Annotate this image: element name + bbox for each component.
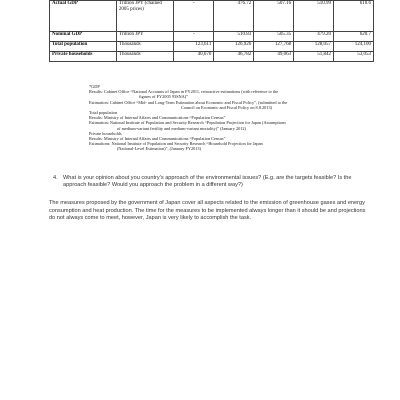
note-line: Council on Economic and Fiscal Policy on 8.8.2013) bbox=[180, 104, 273, 110]
question-4 bbox=[53, 175, 368, 190]
note-line: Results: Cabinet Office “National Accounts of Japan in FY2011, retroactive estimations (with reference to the bbox=[89, 89, 279, 95]
table-cell: 505.35 bbox=[254, 32, 294, 42]
note-line: of medium-variant fertility and medium-variant mortality)” (January 2012) bbox=[117, 125, 246, 131]
row-label: Nominal GDP bbox=[50, 32, 117, 42]
note-line: Estimations: National Institute of Population and Security Research “Household Projection for Japan bbox=[89, 141, 263, 147]
table-row bbox=[50, 1, 374, 32]
table-cell: 46,782 bbox=[214, 52, 254, 62]
table-cell: - bbox=[174, 1, 214, 32]
note-line: Estimation: Cabinet Office “Mid- and Long-Term Estimation about Economic and Fiscal Policy”, (submitted to the bbox=[89, 99, 288, 105]
table-row bbox=[50, 42, 374, 52]
table-cell: 49,063 bbox=[254, 52, 294, 62]
row-unit: Trillion JPY (chained 2005 prices) bbox=[116, 1, 174, 32]
note-line: (National-Level Estimation)”, (January FY2013) bbox=[117, 146, 202, 152]
economic-indicators-table bbox=[49, 0, 374, 62]
table-cell: 51,842 bbox=[294, 52, 334, 62]
answer-paragraph: The measures proposed by the government of Japan cover all aspects related to the emission of greenhouse gases and energy consumption and heat production. The time for the measures to be implemented always longer than it should be and projections do not always come to meet, however, Japan is very likely to accomplish the task. bbox=[49, 200, 366, 222]
note-line: Results: Ministry of Internal Affairs and Communications “Population Census” bbox=[89, 136, 226, 142]
row-label: Total population bbox=[50, 42, 117, 52]
table-cell: 40,670 bbox=[174, 52, 214, 62]
note-heading-population: Total population bbox=[89, 110, 118, 116]
row-label: Actual GDP bbox=[50, 1, 117, 32]
row-unit: Thousands bbox=[116, 52, 174, 62]
table-row bbox=[50, 52, 374, 62]
table-cell: 510.99 bbox=[294, 1, 334, 32]
row-unit: Thousands bbox=[116, 42, 174, 52]
table-source-notes bbox=[89, 84, 364, 152]
table-cell: 620.7 bbox=[334, 32, 374, 42]
note-heading-gdp: *GDP bbox=[89, 84, 100, 89]
note-heading-households: Private households bbox=[89, 130, 122, 136]
note-line: Estimation: National Institute of Population and Security Research “Population Projection for Japan (Assumptions bbox=[89, 120, 286, 126]
table-cell: 479.20 bbox=[294, 32, 334, 42]
question-text: What is your opinion about you country’s approach of the environmental issues? (E.g. are the targets feasible? Is the approach feasible? Would you approach the problem in a different way?) bbox=[63, 175, 352, 189]
table-row bbox=[50, 32, 374, 42]
row-unit: Trillion JPY bbox=[116, 32, 174, 42]
question-number: 4. bbox=[53, 175, 58, 181]
table-cell: 510.83 bbox=[214, 32, 254, 42]
table-cell: 53,053 bbox=[334, 52, 374, 62]
table-cell: 127,768 bbox=[254, 42, 294, 52]
table-cell: 128,057 bbox=[294, 42, 334, 52]
note-line: Results: Ministry of Internal Affairs and Communications “Population Census” bbox=[89, 115, 226, 121]
table-cell: 126,926 bbox=[214, 42, 254, 52]
row-label: Private households bbox=[50, 52, 117, 62]
table-cell: 124,100 bbox=[334, 42, 374, 52]
table-cell: - bbox=[174, 32, 214, 42]
table-cell: 610.6 bbox=[334, 1, 374, 32]
note-line: figures of FY2005 93SNA)” bbox=[139, 94, 189, 100]
table-cell: 476.72 bbox=[214, 1, 254, 32]
table-cell: 123,611 bbox=[174, 42, 214, 52]
table-cell: 507.16 bbox=[254, 1, 294, 32]
